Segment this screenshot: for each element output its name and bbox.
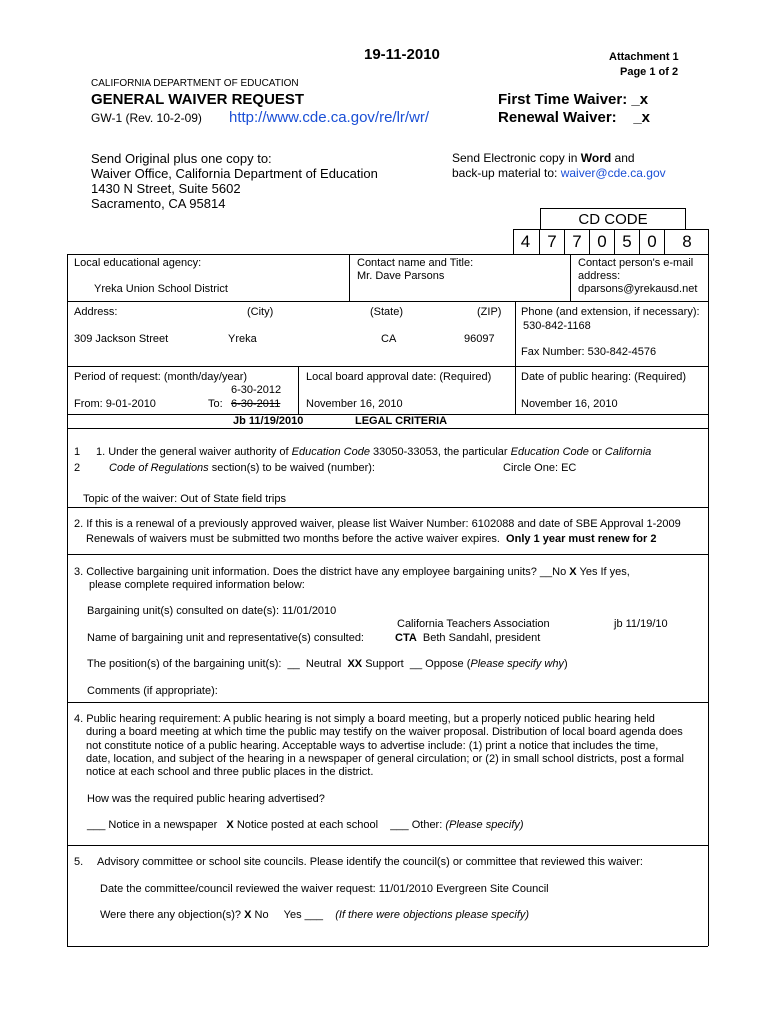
cd-code-divider — [539, 229, 540, 254]
item1-line1 — [96, 446, 651, 458]
item2-line2 — [86, 533, 656, 545]
item4-line3: not constitute notice of a public hearing. Acceptable ways to advertise include: (1) print a notice that includes the time, — [86, 740, 659, 752]
cd-code-digit: 0 — [597, 232, 607, 251]
item3-yes-mark: X — [569, 566, 577, 578]
form-rule — [67, 366, 708, 367]
send-electronic-post: and — [611, 151, 635, 165]
cd-code-top-rule — [513, 229, 708, 230]
state-label: (State) — [370, 306, 404, 318]
zip-label: (ZIP) — [477, 306, 502, 318]
state-value: CA — [381, 333, 397, 345]
item1-number: 1 — [74, 446, 81, 458]
zip-value: 96097 — [464, 333, 495, 345]
address-label: Address: — [74, 306, 118, 318]
send-electronic-line1 — [452, 151, 635, 165]
form-rule — [67, 554, 708, 555]
send-electronic-word: Word — [580, 151, 612, 165]
fax-value: Fax Number: 530-842-4576 — [521, 346, 657, 358]
cd-code-divider — [614, 229, 615, 254]
item2-text: Renewals of waivers must be submitted two months before the active waiver expires. — [86, 533, 500, 545]
form-bottom-rule — [67, 946, 708, 947]
committee-review-date: Date the committee/council reviewed the waiver request: 11/01/2010 Evergreen Site Council — [100, 883, 549, 895]
send-original-line2: Waiver Office, California Department of Education — [91, 166, 378, 181]
cd-code-digit: 0 — [647, 232, 657, 251]
item5-number: 5. — [74, 856, 84, 868]
form-rule — [67, 254, 708, 255]
item3-text-b: Yes If yes, — [576, 566, 630, 578]
objection-no-mark: X — [244, 909, 252, 921]
agency-label: Local educational agency: — [74, 257, 202, 269]
period-label: Period of request: (month/day/year) — [74, 371, 248, 383]
board-approval-label: Local board approval date: (Required) — [306, 371, 492, 383]
phone-value: 530-842-1168 — [523, 320, 591, 332]
position-text-b: Support __ Oppose ( — [362, 658, 471, 670]
cd-code-digit: 4 — [520, 232, 531, 251]
bargaining-rep-name: Beth Sandahl, president — [422, 632, 541, 644]
item2-bold-text: Only 1 year must renew for 2 — [506, 533, 657, 545]
item3-line1 — [74, 566, 630, 578]
item4-line2: during a board meeting at which time the public may testify on the waiver proposal. Distribution of local board agenda does — [86, 726, 683, 738]
item2-line1: 2. If this is a renewal of a previously approved waiver, please list Waiver Number: 6102088 and date of SBE Approval 1-2009 — [74, 518, 681, 530]
item1-text-h: section(s) to be waived (number): — [208, 462, 375, 474]
position-text-a: The position(s) of the bargaining unit(s): __ Neutral — [87, 658, 348, 670]
item1-text-d: Education Code — [510, 446, 589, 458]
row3-divider — [298, 366, 299, 414]
hearing-advertised-options — [87, 819, 524, 831]
position-text-d: ) — [563, 658, 568, 670]
cd-code-divider — [564, 229, 565, 254]
bargaining-name-label: Name of bargaining unit and representative(s) consulted: — [87, 632, 364, 644]
cd-code-divider — [708, 229, 709, 254]
bargaining-jb-note: jb 11/19/10 — [614, 618, 668, 630]
cd-code-divider — [664, 229, 665, 254]
document-date: 19-11-2010 — [364, 46, 440, 63]
city-value: Yreka — [228, 333, 257, 345]
hearing-date: November 16, 2010 — [521, 398, 618, 410]
form-title: GENERAL WAIVER REQUEST — [91, 91, 305, 108]
bargaining-union: California Teachers Association — [397, 618, 550, 630]
phone-label: Phone (and extension, if necessary): — [521, 306, 700, 318]
form-id: GW-1 (Rev. 10-2-09) — [91, 111, 202, 125]
item1-circle-one: Circle One: EC — [503, 462, 577, 474]
board-approval-date: November 16, 2010 — [306, 398, 403, 410]
page-number: Page 1 of 2 — [620, 66, 679, 78]
row1-divider — [349, 254, 350, 301]
send-original-line1: Send Original plus one copy to: — [91, 151, 272, 166]
item1-text-g: Code of Regulations — [109, 462, 209, 474]
advert-posted-mark: X — [226, 819, 234, 831]
email-label-2: address: — [578, 270, 621, 282]
position-text-c: Please specify why — [470, 658, 564, 670]
item1-text-a: 1. Under the general waiver authority of — [96, 446, 292, 458]
objection-text-a: Were there any objection(s)? — [100, 909, 245, 921]
item1-text-c: 33050-33053, the particular — [369, 446, 511, 458]
first-time-waiver: First Time Waiver: _x — [498, 91, 649, 108]
period-to-label: To: — [208, 398, 223, 410]
street-value: 309 Jackson Street — [74, 333, 169, 345]
bargaining-rep — [395, 632, 540, 644]
advert-text-c: (Please specify) — [445, 819, 524, 831]
cd-code-digit: 7 — [572, 232, 582, 251]
send-electronic-line2-pre: back-up material to: — [452, 166, 561, 180]
item4-line4: date, location, and subject of the hearing in a newspaper of general circulation; or (2) in small school districts, post a formal — [86, 753, 684, 765]
row2-divider — [515, 301, 516, 366]
contact-label: Contact name and Title: — [357, 257, 474, 269]
cd-code-divider — [639, 229, 640, 254]
form-rule — [67, 702, 708, 703]
objections-line — [100, 909, 529, 921]
email-value: dparsons@yrekausd.net — [578, 283, 698, 295]
waiver-topic: Topic of the waiver: Out of State field trips — [83, 493, 286, 505]
cd-code-divider — [589, 229, 590, 254]
attachment-label: Attachment 1 — [609, 51, 679, 63]
city-label: (City) — [247, 306, 274, 318]
legal-criteria-title: LEGAL CRITERIA — [355, 415, 448, 427]
email-label-1: Contact person's e-mail — [578, 257, 694, 269]
renewal-waiver: Renewal Waiver: _x — [498, 109, 651, 126]
item3-line2: please complete required information below: — [89, 579, 305, 591]
advert-text-b: Notice posted at each school ___ Other: — [233, 819, 446, 831]
cd-code-digit: 8 — [682, 232, 692, 251]
cd-code-digit: 5 — [622, 232, 632, 251]
objection-text-b: No Yes ___ — [251, 909, 336, 921]
waiver-url-link[interactable]: http://www.cde.ca.gov/re/lr/wr/ — [229, 109, 430, 126]
hearing-label: Date of public hearing: (Required) — [521, 371, 687, 383]
item1-text-e: or — [588, 446, 605, 458]
objection-text-c: (If there were objections please specify) — [335, 909, 530, 921]
cd-code-digit: 7 — [547, 232, 557, 251]
bargaining-position — [87, 658, 568, 670]
period-to-new: 6-30-2012 — [231, 384, 282, 396]
item1-line2 — [109, 462, 375, 474]
department-name: CALIFORNIA DEPARTMENT OF EDUCATION — [91, 78, 299, 89]
item1-text-b: Education Code — [291, 446, 370, 458]
form-left-border — [67, 254, 68, 946]
position-support-mark: XX — [347, 658, 363, 670]
form-rule — [67, 507, 708, 508]
item1-text-f: California — [604, 446, 652, 458]
item1-number-2: 2 — [74, 462, 81, 474]
cd-code-divider — [513, 229, 514, 254]
form-right-border — [708, 254, 709, 946]
item5-text: Advisory committee or school site councils. Please identify the council(s) or committee that reviewed this waiver: — [97, 856, 643, 868]
form-rule — [67, 301, 708, 302]
send-electronic-line2 — [452, 166, 666, 180]
item4-line1: 4. Public hearing requirement: A public hearing is not simply a board meeting, but a properly noticed public hearing held — [74, 713, 655, 725]
form-rule — [67, 428, 708, 429]
send-electronic-pre: Send Electronic copy in — [452, 151, 581, 165]
contact-value: Mr. Dave Parsons — [357, 270, 445, 282]
legal-note: Jb 11/19/2010 — [233, 415, 304, 427]
row3-divider — [515, 366, 516, 414]
period-to-old: 6-30-2011 — [231, 398, 281, 410]
form-rule — [67, 845, 708, 846]
bargaining-consulted: Bargaining unit(s) consulted on date(s): 11/01/2010 — [87, 605, 337, 617]
item3-text-a: 3. Collective bargaining unit information. Does the district have any employee bargaining units? __No — [74, 566, 570, 578]
item4-line5: notice at each school and three public places in the district. — [86, 766, 374, 778]
bargaining-comments: Comments (if appropriate): — [87, 685, 218, 697]
hearing-advertised-question: How was the required public hearing advertised? — [87, 793, 325, 805]
waiver-email-link[interactable]: waiver@cde.ca.gov — [560, 166, 666, 180]
cd-code-label: CD CODE — [540, 208, 686, 230]
row1-divider — [570, 254, 571, 301]
bargaining-cta: CTA — [395, 632, 417, 644]
send-original-line3: 1430 N Street, Suite 5602 — [91, 181, 241, 196]
agency-value: Yreka Union School District — [94, 283, 228, 295]
advert-text-a: ___ Notice in a newspaper — [87, 819, 227, 831]
send-original-line4: Sacramento, CA 95814 — [91, 196, 226, 211]
period-from: From: 9-01-2010 — [74, 398, 156, 410]
